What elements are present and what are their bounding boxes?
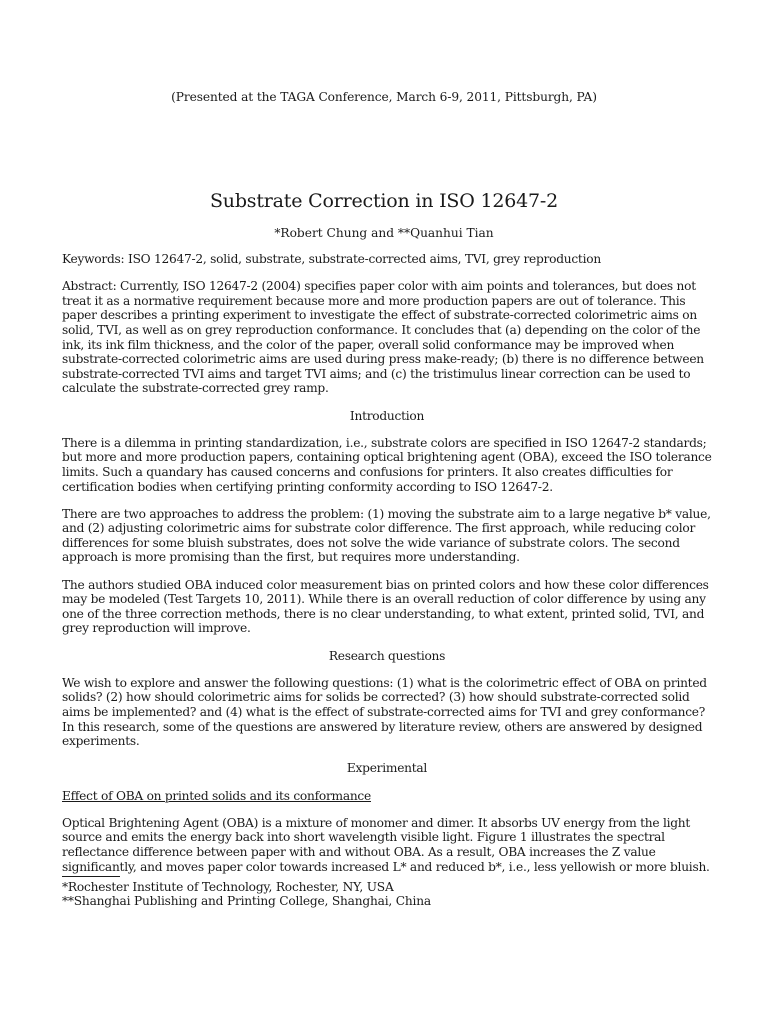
section-heading-research-questions: Research questions <box>328 648 446 663</box>
keywords-paragraph: Keywords: ISO 12647-2, solid, substrate, substrate-corrected aims, TVI, grey reproduction <box>62 252 601 266</box>
introduction-paragraph-2: There are two approaches to address the problem: (1) moving the substrate aim to a large negative b* value, and (2) adjusting colorimetric aims for substrate color difference. The first approach, while reducing color differences for some bluish substrates, does not solve the wide variance of substrate colors. The second approach is more promising than the first, but requires more understanding. <box>62 506 711 565</box>
paper-body <box>62 252 712 887</box>
experimental-paragraph-1: Optical Brightening Agent (OBA) is a mixture of monomer and dimer. It absorbs UV energy from the light source and emits the energy back into short wavelength visible light. Figure 1 illustrates the spectral reflectance difference between paper with and without OBA. As a result, OBA increases the Z value significantly, and moves paper color towards increased L* and reduced b*, i.e., less yellowish or more bluish. <box>62 815 710 874</box>
section-heading-introduction: Introduction <box>349 408 425 423</box>
abstract-paragraph: Abstract: Currently, ISO 12647-2 (2004) specifies paper color with aim points and tolerances, but does not treat it as a normative requirement because more and more production papers are out of tolerance. This paper describes a printing experiment to investigate the effect of substrate-corrected colorimetric aims on solid, TVI, as well as on grey reproduction conformance. It concludes that (a) depending on the color of the ink, its ink film thickness, and the color of the paper, overall solid conformance may be improved when substrate-corrected colorimetric aims are used during press make-ready; (b) there is no difference between substrate-corrected TVI aims and target TVI aims; and (c) the tristimulus linear correction can be used to calculate the substrate-corrected grey ramp. <box>62 279 704 396</box>
introduction-paragraph-3: The authors studied OBA induced color measurement bias on printed colors and how these color differences may be modeled (Test Targets 10, 2011). While there is an overall reduction of color difference by using any one of the three correction methods, there is no clear understanding, to what extent, printed solid, TVI, and grey reproduction will improve. <box>62 577 709 636</box>
section-heading-experimental: Experimental <box>346 761 428 776</box>
footnote-affiliation-1: *Rochester Institute of Technology, Rochester, NY, USA <box>62 880 394 894</box>
footnote-divider <box>62 876 120 877</box>
introduction-paragraph-1: There is a dilemma in printing standardization, i.e., substrate colors are specified in ISO 12647-2 standards; but more and more production papers, containing optical brightening agent (OBA), exceed the ISO tolerance limits. Such a quandary has caused concerns and confusions for printers. It also creates difficulties for certification bodies when certifying printing conformity according to ISO 12647-2. <box>62 435 712 494</box>
paper-title: Substrate Correction in ISO 12647-2 <box>209 190 559 212</box>
research-questions-paragraph: We wish to explore and answer the following questions: (1) what is the colorimetric effect of OBA on printed solids? (2) how should colorimetric aims for solids be corrected? (3) how should substrate-corrected solid aims be implemented? and (4) what is the effect of substrate-corrected aims for TVI and grey conformance? In this research, some of the questions are answered by literature review, others are answered by designed experiments. <box>62 675 707 749</box>
subsection-heading-oba-effect: Effect of OBA on printed solids and its conformance <box>62 788 371 803</box>
footnotes <box>62 876 712 908</box>
author-line: *Robert Chung and **Quanhui Tian <box>274 226 494 240</box>
conference-note: (Presented at the TAGA Conference, March 6-9, 2011, Pittsburgh, PA) <box>171 90 597 104</box>
footnote-affiliation-2: **Shanghai Publishing and Printing College, Shanghai, China <box>62 894 431 909</box>
